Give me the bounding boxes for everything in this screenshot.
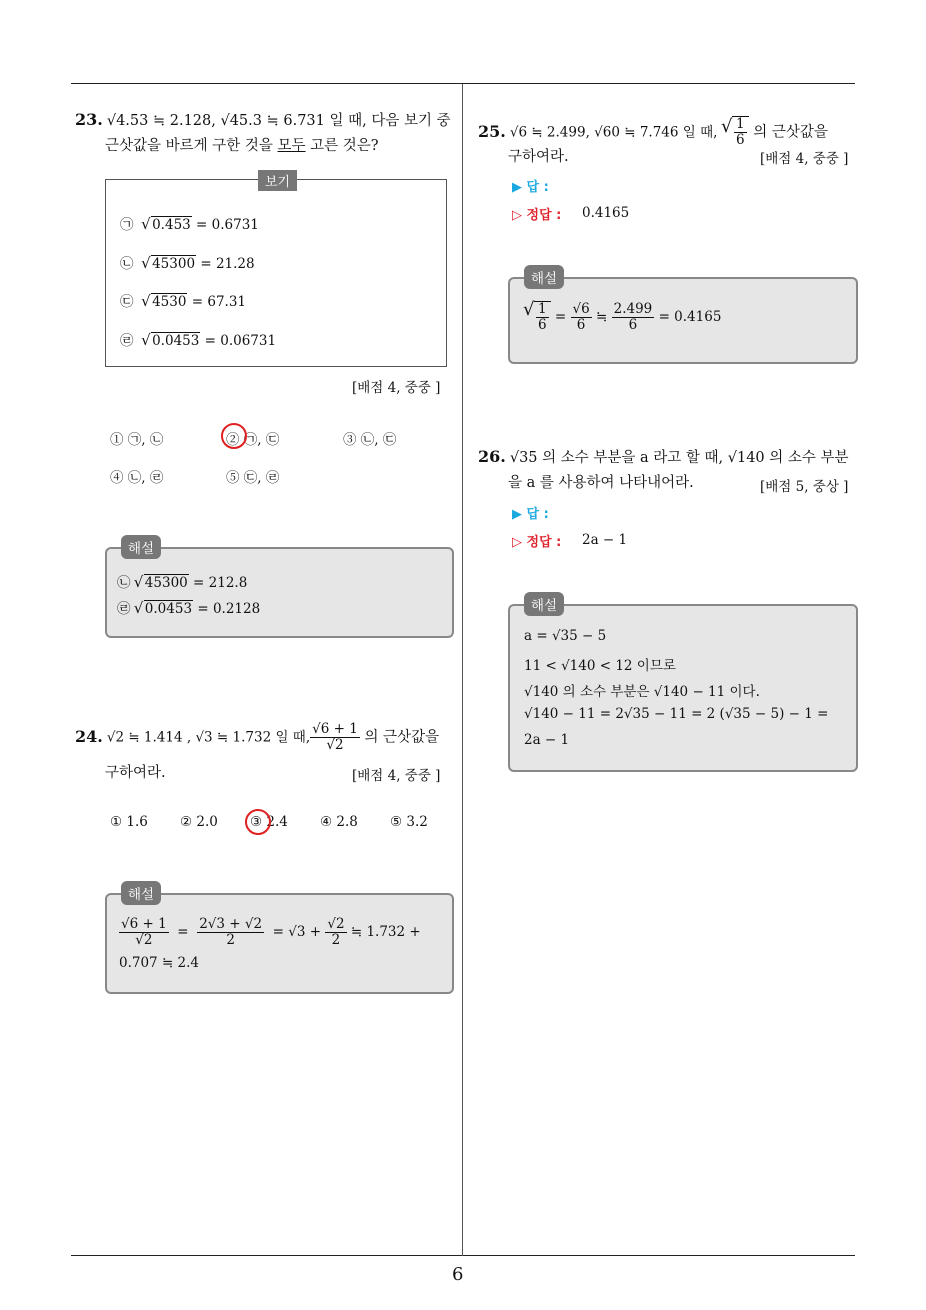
q26-answer-label: ▶ 답 : — [512, 507, 549, 522]
expl-frac-3 — [612, 302, 655, 333]
frac-num: 1 — [538, 301, 547, 317]
expl-eq: = — [177, 924, 189, 940]
bottom-rule — [71, 1255, 855, 1256]
q24-expl-line-2: 0.707 ≒ 2.4 — [119, 955, 200, 971]
q26-text-line1: √35 의 소수 부분을 a 라고 할 때, √140 의 소수 부분 — [509, 450, 849, 466]
q23-explanation-tag: 해설 — [121, 535, 161, 559]
expl-eq: = — [554, 309, 567, 325]
q23-bogi-box — [105, 175, 447, 367]
q23-bogi-item-1 — [120, 213, 259, 233]
frac-den: 6 — [538, 317, 547, 333]
bogi-expr: 0.0453 — [152, 333, 200, 349]
q25-explanation-box — [508, 271, 858, 364]
frac-den: 2 — [331, 932, 341, 948]
expl-frac-3 — [325, 917, 346, 948]
frac-num: √6 — [572, 301, 590, 317]
q25-frac-num: 1 — [736, 116, 745, 132]
q25-points: [배점 4, 중중 ] — [760, 151, 849, 167]
expl-expr: 0.0453 — [144, 601, 193, 617]
expl-sqrt-frac — [523, 299, 551, 333]
expl-frac-2 — [571, 302, 592, 333]
q23-number: 23. — [75, 110, 103, 129]
expl-expr: 45300 — [144, 575, 188, 591]
q26-expl-line-3: √140 의 소수 부분은 √140 − 11 이다. — [524, 684, 760, 700]
q24-line2: 구하여라. — [105, 765, 166, 781]
q26-explanation-tag: 해설 — [524, 592, 564, 616]
frac-num: 2√3 + √2 — [199, 916, 263, 932]
q26-expl-line-1: a = √35 − 5 — [524, 628, 607, 644]
q26-explanation-box — [508, 598, 858, 772]
q23-choice-5[interactable]: ⑤ ㉢, ㉣ — [226, 470, 280, 486]
q25-text-post: 의 근삿값을 — [753, 124, 828, 141]
bogi-rhs: = 21.28 — [200, 256, 255, 272]
q23-expl-line-1 — [117, 571, 247, 591]
q25-frac-den: 6 — [736, 132, 745, 148]
sqrt — [142, 256, 196, 272]
q26-line1 — [478, 444, 849, 471]
q24-text-post: 의 근삿값을 — [364, 729, 440, 746]
frac-den: 6 — [628, 317, 638, 333]
expl-frac-2 — [197, 917, 264, 948]
q26-expl-line-5: 2a − 1 — [524, 732, 570, 748]
bogi-expr: 0.453 — [152, 217, 191, 233]
q26-expl-line-2: 11 < √140 < 12 이므로 — [524, 658, 676, 674]
expl-eq: = √3 + — [272, 924, 322, 940]
q23-points: [배점 4, 중중 ] — [352, 380, 441, 396]
radical-sign: √ — [523, 299, 535, 320]
frac-num: √2 — [327, 916, 345, 932]
q24-choice-3[interactable]: ③ 2.4 — [250, 814, 288, 830]
frac-num: 2.499 — [613, 301, 653, 317]
frac-den: 6 — [576, 317, 586, 333]
q23-bogi-item-3 — [120, 290, 246, 310]
bogi-rhs: = 0.06731 — [204, 333, 277, 349]
q24-choice-4[interactable]: ④ 2.8 — [320, 814, 358, 830]
top-rule — [71, 83, 855, 84]
sqrt — [142, 294, 187, 310]
q25-correct-value: 0.4165 — [582, 205, 630, 221]
q25-explanation-tag: 해설 — [524, 265, 564, 289]
q25-line2: 구하여라. — [508, 149, 569, 165]
sqrt — [135, 575, 189, 591]
q24-choice-5[interactable]: ⑤ 3.2 — [390, 814, 428, 830]
q23-choice-3[interactable]: ③ ㉡, ㉢ — [343, 432, 397, 448]
q24-explanation-tag: 해설 — [121, 881, 161, 905]
q23-choice-1[interactable]: ① ㉠, ㉡ — [110, 432, 164, 448]
q25-expl-line — [524, 301, 721, 333]
q25-text-pre: √6 ≒ 2.499, √60 ≒ 7.746 일 때, — [509, 124, 718, 141]
frac-den: 2 — [226, 932, 235, 948]
q26-correct-value: 2a − 1 — [582, 532, 628, 548]
q24-fraction — [310, 722, 360, 753]
q23-line1 — [75, 107, 460, 134]
expl-tail: = 0.4165 — [658, 309, 722, 325]
q24-number: 24. — [75, 726, 103, 746]
q23-answer-circle-mark — [221, 423, 247, 449]
q25-fraction — [734, 117, 747, 148]
expl-frac-1 — [119, 917, 169, 948]
frac-den: √2 — [135, 932, 153, 948]
q23-expl-line-2 — [117, 597, 260, 617]
expl-tail: ≒ 1.732 + — [350, 924, 421, 940]
bogi-mark: ㉡ — [120, 256, 134, 272]
q23-choice-2[interactable]: ② ㉠, ㉢ — [226, 432, 280, 448]
q26-expl-line-4: √140 − 11 = 2√35 − 11 = 2 (√35 − 5) − 1 = — [524, 706, 829, 722]
q24-expl-line-1 — [119, 917, 421, 948]
bogi-expr: 4530 — [152, 294, 187, 310]
expl-frac-1 — [536, 302, 549, 333]
q23-bogi-item-4 — [120, 329, 276, 349]
q23-underlined-word: 모두 — [277, 138, 306, 154]
q23-text-line2a: 근삿값을 바르게 구한 것을 — [105, 138, 278, 154]
q23-line2 — [105, 133, 379, 159]
q23-bogi-title: 보기 — [258, 170, 297, 191]
q25-sqrt-frac — [721, 116, 749, 148]
q23-choice-4[interactable]: ④ ㉡, ㉣ — [110, 470, 164, 486]
bogi-expr: 45300 — [152, 256, 196, 272]
q24-choice-1[interactable]: ① 1.6 — [110, 814, 148, 830]
q24-answer-circle-mark — [245, 809, 271, 835]
bogi-mark: ㉢ — [120, 294, 134, 310]
q24-text-pre: √2 ≒ 1.414 , √3 ≒ 1.732 일 때, — [106, 729, 311, 746]
frac-num: √6 + 1 — [121, 916, 167, 932]
bogi-rhs: = 0.6731 — [196, 217, 259, 233]
q24-frac-den: √2 — [326, 737, 344, 753]
bogi-mark: ㉠ — [120, 217, 134, 233]
bogi-mark: ㉣ — [120, 333, 134, 349]
column-divider — [462, 84, 463, 1256]
expl-rhs: = 212.8 — [193, 575, 248, 591]
q23-bogi-item-2 — [120, 252, 255, 272]
expl-mark: ㉣ — [117, 601, 131, 617]
q24-points: [배점 4, 중중 ] — [352, 768, 441, 784]
page-number: 6 — [452, 1264, 464, 1285]
q24-frac-num: √6 + 1 — [312, 721, 358, 737]
q24-line1 — [75, 722, 460, 753]
q26-number: 26. — [478, 447, 506, 466]
q25-answer-label: ▶ 답 : — [512, 180, 549, 195]
q26-correct-label: ▷ 정답 : — [512, 535, 562, 550]
q23-text-line2b: 고른 것은? — [305, 138, 379, 154]
sqrt — [142, 333, 200, 349]
bogi-rhs: = 67.31 — [191, 294, 247, 310]
q24-choice-2[interactable]: ② 2.0 — [180, 814, 218, 830]
q25-number: 25. — [478, 121, 506, 141]
sqrt — [142, 217, 192, 233]
q26-points: [배점 5, 중상 ] — [760, 479, 849, 495]
q26-line2: 을 a 를 사용하여 나타내어라. — [508, 475, 694, 491]
expl-rhs: = 0.2128 — [197, 601, 261, 617]
q24-explanation-box — [105, 887, 454, 994]
expl-approx: ≒ — [596, 309, 608, 325]
q23-text-line1: √4.53 ≒ 2.128, √45.3 ≒ 6.731 일 때, 다음 보기 중 — [106, 113, 451, 129]
sqrt — [135, 601, 193, 617]
radical-sign: √ — [721, 116, 733, 137]
q25-correct-label: ▷ 정답 : — [512, 208, 562, 223]
expl-mark: ㉡ — [117, 575, 131, 591]
q23-explanation-box — [105, 541, 454, 638]
